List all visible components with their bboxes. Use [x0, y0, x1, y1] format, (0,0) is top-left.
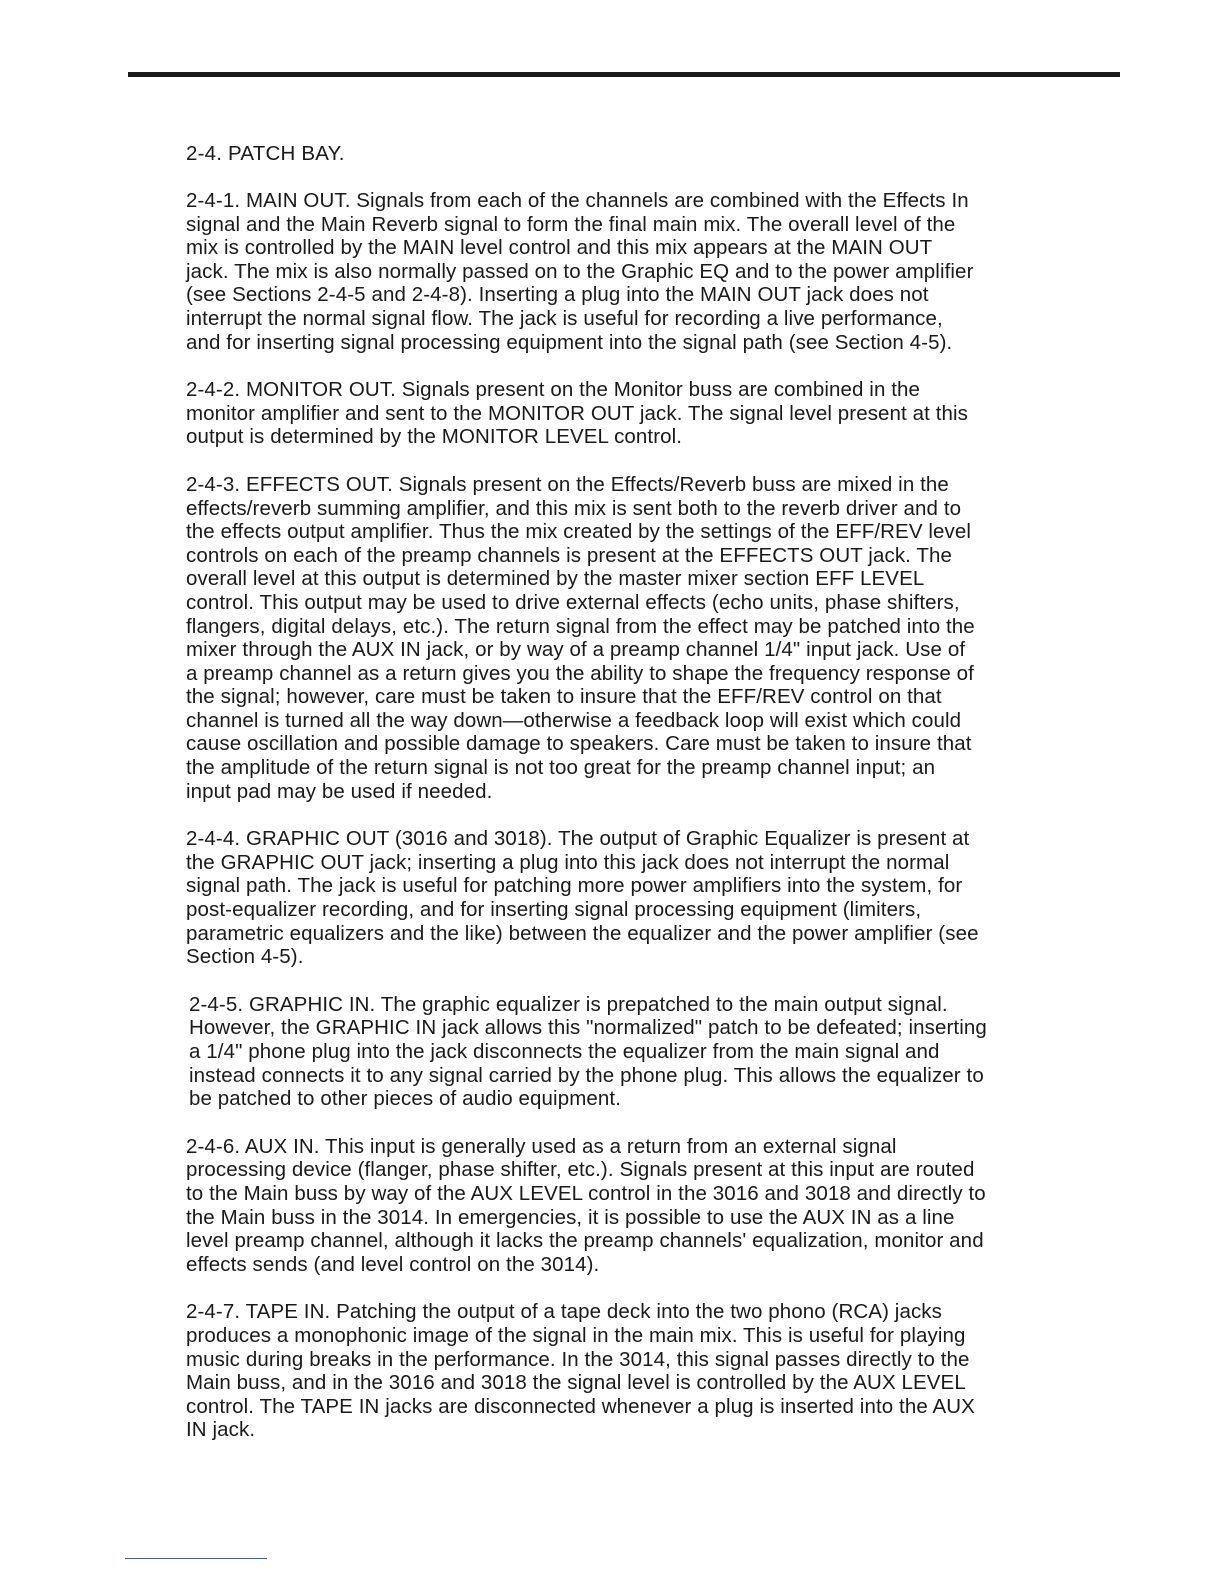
paragraph-main-out: 2-4-1. MAIN OUT. Signals from each of the channels are combined with the Effects In signal and the Main Reverb signal to form the final main mix. The overall level of the mix is controlled by the MAIN level control and this mix appears at the MAIN OUT jack. The mix is also normally passed on to the Graphic EQ and to the power amplifier (see Sections 2-4-5 and 2-4-8). Inserting a plug into the MAIN OUT jack does not interrupt the normal signal flow. The jack is useful for recording a live performance, and for inserting signal processing equipment into the signal path (see Section 4-5).: [186, 189, 974, 354]
paragraph-monitor-out: 2-4-2. MONITOR OUT. Signals present on the Monitor buss are combined in the monitor amplifier and sent to the MONITOR OUT jack. The signal level present at this output is determined by the MONITOR LEVEL control.: [186, 378, 969, 449]
top-rule: [128, 72, 1120, 77]
paragraph-tape-in: 2-4-7. TAPE IN. Patching the output of a tape deck into the two phono (RCA) jacks produces a monophonic image of the signal in the main mix. This is useful for playing music during breaks in the performance. In the 3014, this signal passes directly to the Main buss, and in the 3016 and 3018 the signal level is controlled by the AUX LEVEL control. The TAPE IN jacks are disconnected whenever a plug is inserted into the AUX IN jack.: [186, 1300, 975, 1442]
paragraph-effects-out: 2-4-3. EFFECTS OUT. Signals present on the Effects/Reverb buss are mixed in the effects/reverb summing amplifier, and this mix is sent both to the reverb driver and to the effects output amplifier. Thus the mix created by the settings of the EFF/REV level controls on each of the preamp channels is present at the EFFECTS OUT jack. The overall level at this output is determined by the master mixer section EFF LEVEL control. This output may be used to drive external effects (echo units, phase shifters, flangers, digital delays, etc.). The return signal from the effect may be patched into the mixer through the AUX IN jack, or by way of a preamp channel 1/4" input jack. Use of a preamp channel as a return gives you the ability to shape the frequency response of the signal; however, care must be taken to insure that the EFF/REV control on that channel is turned all the way down—otherwise a feedback loop will exist which could cause oscillation and possible damage to speakers. Care must be taken to insure that the amplitude of the return signal is not too great for the preamp channel input; an input pad may be used if needed.: [186, 472, 975, 803]
section-heading: 2-4. PATCH BAY.: [186, 142, 345, 165]
paragraph-graphic-out: 2-4-4. GRAPHIC OUT (3016 and 3018). The output of Graphic Equalizer is present at the GRAPHIC OUT jack; inserting a plug into this jack does not interrupt the normal signal path. The jack is useful for patching more power amplifiers into the system, for post-equalizer recording, and for inserting signal processing equipment (limiters, parametric equalizers and the like) between the equalizer and the power amplifier (see Section 4-5).: [186, 827, 979, 969]
footnote-rule: [125, 1558, 267, 1559]
paragraph-graphic-in: 2-4-5. GRAPHIC IN. The graphic equalizer is prepatched to the main output signal. However, the GRAPHIC IN jack allows this "normalized" patch to be defeated; inserting a 1/4" phone plug into the jack disconnects the equalizer from the main signal and instead connects it to any signal carried by the phone plug. This allows the equalizer to be patched to other pieces of audio equipment.: [189, 992, 987, 1111]
page-body: [186, 142, 1066, 1466]
paragraph-aux-in: 2-4-6. AUX IN. This input is generally used as a return from an external signal processing device (flanger, phase shifter, etc.). Signals present at this input are routed to the Main buss by way of the AUX LEVEL control in the 3016 and 3018 and directly to the Main buss in the 3014. In emergencies, it is possible to use the AUX IN as a line level preamp channel, although it lacks the preamp channels' equalization, monitor and effects sends (and level control on the 3014).: [186, 1134, 986, 1276]
